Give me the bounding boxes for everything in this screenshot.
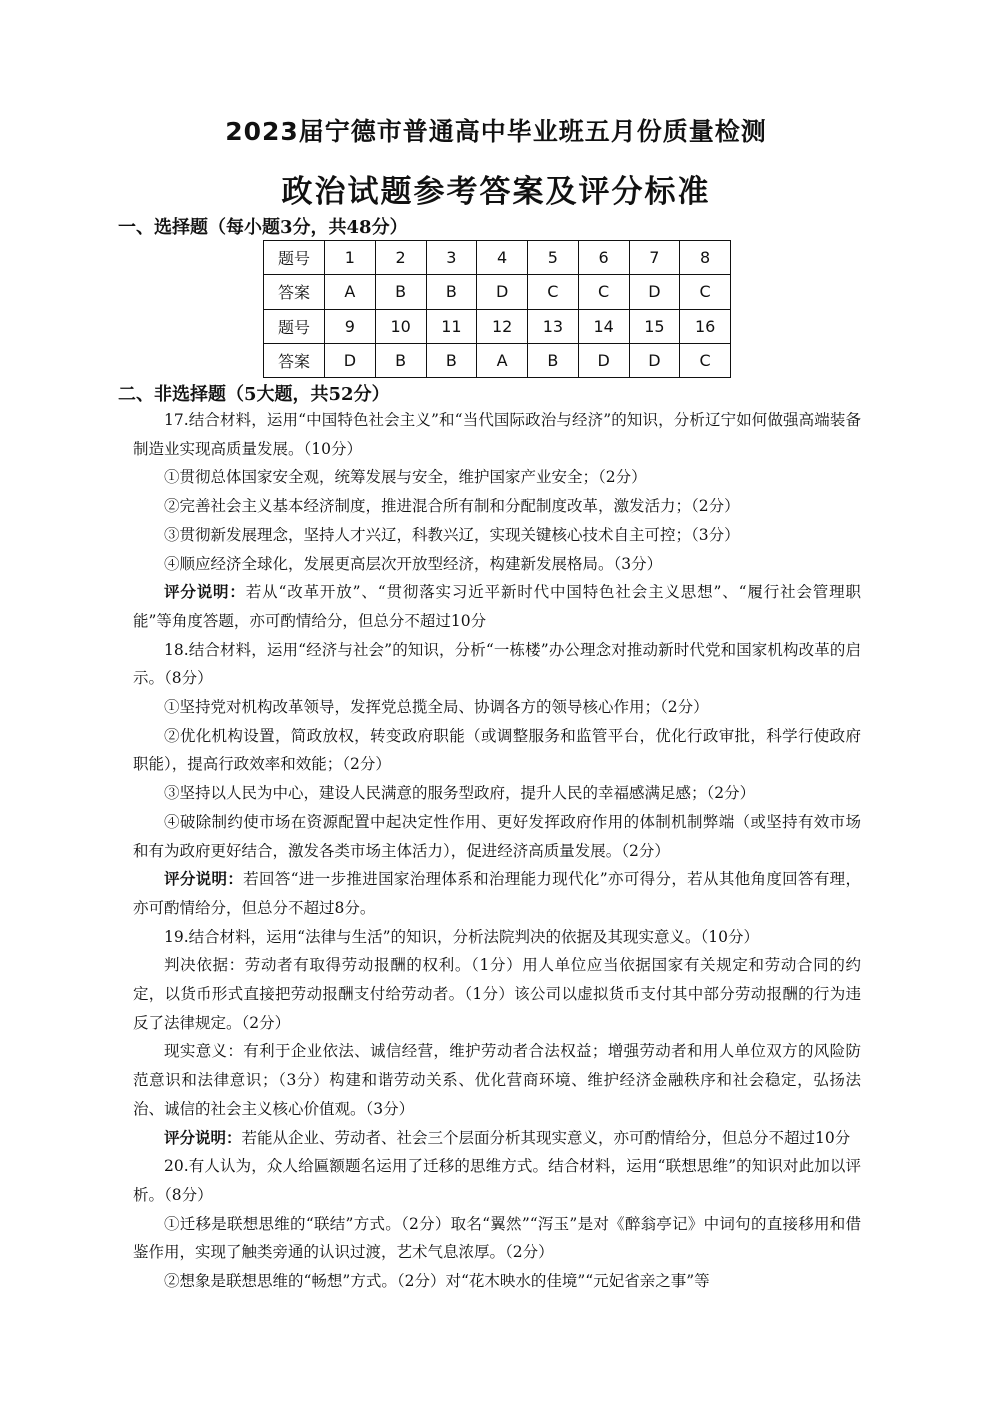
scoring-note-text: 若回答“进一步推进国家治理体系和治理能力现代化”亦可得分，若从其他角度回答有理，亦可酌情给分，但总分不超过8分。 — [133, 870, 861, 917]
scoring-note-label: 评分说明： — [164, 582, 246, 602]
answer-point: ②想象是联想思维的“畅想”方式。（2分）对“花木映水的佳境”“元妃省亲之事”等 — [164, 1272, 710, 1291]
question-18: 18.结合材料，运用“经济与社会”的知识，分析“一栋楼”办公理念对推动新时代党和国家机构改革的启示。（8分） — [133, 640, 861, 688]
answer-table — [263, 240, 731, 378]
answer-cell: B — [426, 275, 477, 309]
section1-heading: 一、选择题（每小题3分，共48分） — [118, 217, 408, 238]
row-label: 题号 — [264, 309, 325, 343]
answer-cell: D — [578, 343, 629, 377]
question-number-cell: 15 — [629, 309, 680, 343]
question-19: 19.结合材料，运用“法律与生活”的知识，分析法院判决的依据及其现实意义。（10分） — [164, 927, 759, 946]
question-number-cell: 13 — [528, 309, 579, 343]
answer-point: ④破除制约使市场在资源配置中起决定性作用、更好发挥政府作用的体制机制弊端（或坚持有效市场和有为政府更好结合，激发各类市场主体活力），促进经济高质量发展。（2分） — [133, 812, 861, 860]
question-number-cell: 10 — [375, 309, 426, 343]
answer-cell: D — [477, 275, 528, 309]
answer-cell: C — [680, 275, 731, 309]
question-number-cell: 12 — [477, 309, 528, 343]
answer-cell: C — [578, 275, 629, 309]
answer-cell: C — [680, 343, 731, 377]
question-number-cell: 4 — [477, 241, 528, 275]
scoring-note — [133, 1124, 861, 1153]
answer-cell: B — [528, 343, 579, 377]
answer-point: 现实意义：有利于企业依法、诚信经营，维护劳动者合法权益；增强劳动者和用人单位双方的风险防范意识和法律意识；（3分）构建和谐劳动关系、优化营商环境、维护经济金融秩序和社会稳定，弘扬法治、诚信的社会主义核心价值观。（3分） — [133, 1042, 861, 1118]
answer-point: ③贯彻新发展理念，坚持人才兴辽，科教兴辽，实现关键核心技术自主可控；（3分） — [164, 525, 740, 544]
question-number-cell: 16 — [680, 309, 731, 343]
scoring-note-text: 若能从企业、劳动者、社会三个层面分析其现实意义，亦可酌情给分，但总分不超过10分 — [241, 1128, 851, 1147]
answers-body — [133, 406, 861, 1296]
answer-point: ④顺应经济全球化，发展更高层次开放型经济，构建新发展格局。（3分） — [164, 554, 663, 573]
scoring-note-label: 评分说明： — [164, 869, 244, 889]
table-row — [264, 275, 731, 309]
answer-cell: B — [426, 343, 477, 377]
scoring-note-text: 若从“改革开放”、“贯彻落实习近平新时代中国特色社会主义思想”、“履行社会管理职能”等角度答题，亦可酌情给分，但总分不超过10分 — [133, 583, 861, 630]
answer-cell: D — [629, 343, 680, 377]
answer-cell: A — [325, 275, 376, 309]
question-number-cell: 9 — [325, 309, 376, 343]
question-number-cell: 3 — [426, 241, 477, 275]
answer-cell: D — [629, 275, 680, 309]
table-row — [264, 241, 731, 275]
question-number-cell: 14 — [578, 309, 629, 343]
table-row — [264, 343, 731, 377]
answer-cell: C — [528, 275, 579, 309]
question-number-cell: 7 — [629, 241, 680, 275]
document-title: 2023届宁德市普通高中毕业班五月份质量检测 — [225, 117, 767, 146]
section2-heading: 二、非选择题（5大题，共52分） — [118, 384, 390, 405]
answer-point: ①坚持党对机构改革领导，发挥党总揽全局、协调各方的领导核心作用；（2分） — [164, 698, 709, 717]
answer-point: 判决依据：劳动者有取得劳动报酬的权利。（1分）用人单位应当依据国家有关规定和劳动合同的约定，以货币形式直接把劳动报酬支付给劳动者。（1分）该公司以虚拟货币支付其中部分劳动报酬的行为违反了法律规定。（2分） — [133, 956, 861, 1032]
scoring-note-label: 评分说明： — [164, 1127, 242, 1147]
question-number-cell: 1 — [325, 241, 376, 275]
row-label: 答案 — [264, 343, 325, 377]
question-number-cell: 11 — [426, 309, 477, 343]
document-subtitle: 政治试题参考答案及评分标准 — [281, 174, 711, 210]
table-row — [264, 309, 731, 343]
row-label: 答案 — [264, 275, 325, 309]
question-number-cell: 8 — [680, 241, 731, 275]
answer-point: ①迁移是联想思维的“联结”方式。（2分）取名“翼然”“泻玉”是对《醉翁亭记》中词句的直接移用和借鉴作用，实现了触类旁通的认识过渡，艺术气息浓厚。（2分） — [133, 1214, 861, 1262]
scoring-note — [133, 865, 861, 922]
question-number-cell: 2 — [375, 241, 426, 275]
question-20: 20.有人认为，众人给匾额题名运用了迁移的思维方式。结合材料，运用“联想思维”的知识对此加以评析。（8分） — [133, 1157, 861, 1204]
answer-cell: B — [375, 343, 426, 377]
question-17: 17.结合材料，运用“中国特色社会主义”和“当代国际政治与经济”的知识，分析辽宁如何做强高端装备制造业实现高质量发展。（10分） — [133, 411, 861, 458]
answer-point: ②完善社会主义基本经济制度，推进混合所有制和分配制度改革，激发活力；（2分） — [164, 497, 740, 516]
row-label: 题号 — [264, 241, 325, 275]
answer-cell: A — [477, 343, 528, 377]
answer-point: ③坚持以人民为中心，建设人民满意的服务型政府，提升人民的幸福感满足感；（2分） — [164, 784, 756, 803]
scoring-note — [133, 578, 861, 635]
question-number-cell: 6 — [578, 241, 629, 275]
answer-cell: B — [375, 275, 426, 309]
answer-point: ②优化机构设置，简政放权，转变政府职能（或调整服务和监管平台，优化行政审批，科学行使政府职能），提高行政效率和效能；（2分） — [133, 726, 861, 774]
answer-cell: D — [325, 343, 376, 377]
answer-point: ①贯彻总体国家安全观，统筹发展与安全，维护国家产业安全；（2分） — [164, 468, 647, 487]
question-number-cell: 5 — [528, 241, 579, 275]
